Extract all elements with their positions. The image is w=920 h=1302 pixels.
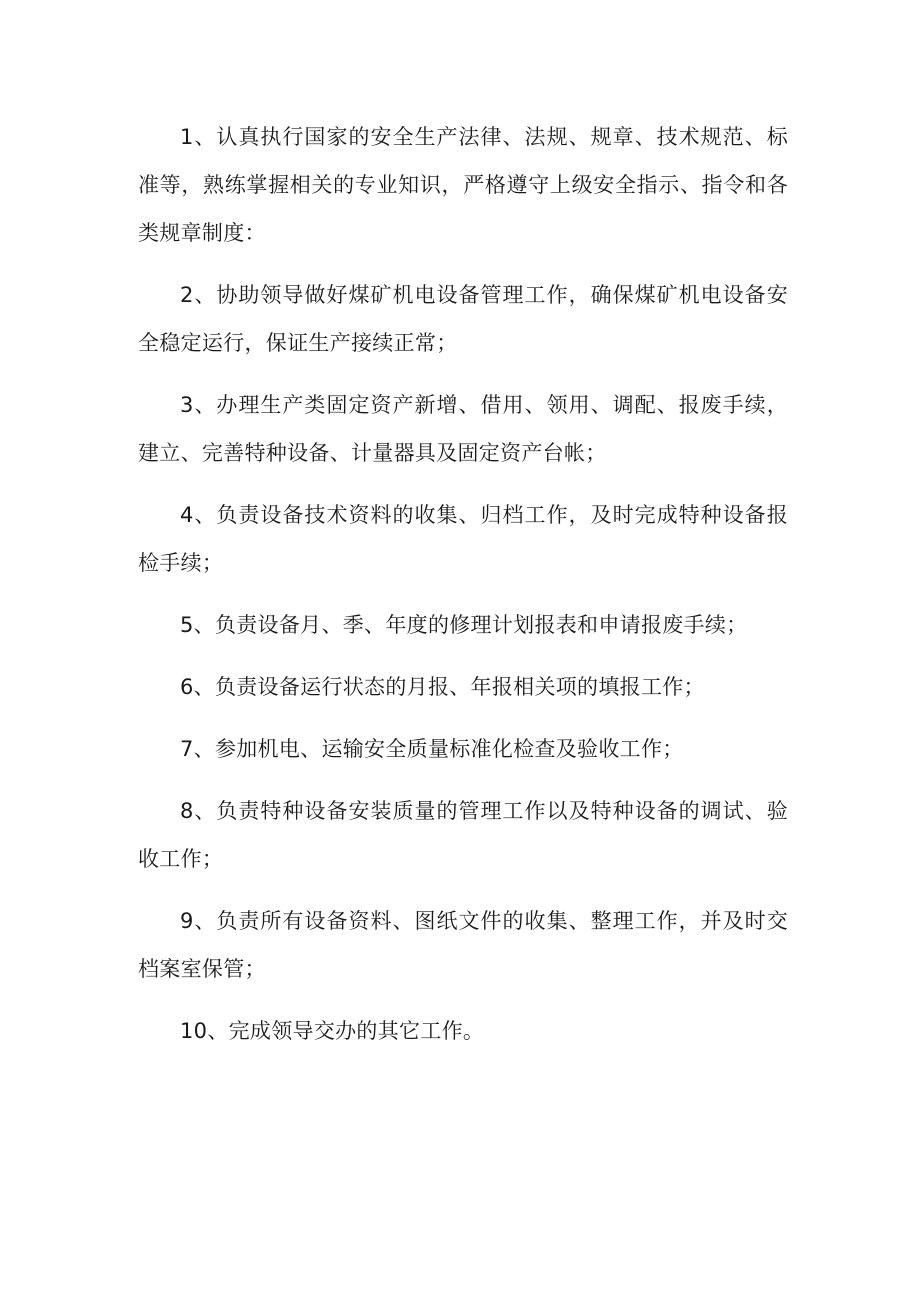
duty-item-9: 9、负责所有设备资料、图纸文件的收集、整理工作，并及时交档案室保管；	[138, 909, 788, 981]
duty-item-2: 2、协助领导做好煤矿机电设备管理工作，确保煤矿机电设备安全稳定运行，保证生产接续正常；	[138, 283, 788, 355]
duty-item-6: 6、负责设备运行状态的月报、年报相关项的填报工作；	[180, 675, 705, 699]
duty-item-10: 10、完成领导交办的其它工作。	[180, 1019, 485, 1043]
duty-item-8: 8、负责特种设备安装质量的管理工作以及特种设备的调试、验收工作；	[138, 799, 788, 871]
duty-item-1: 1、认真执行国家的安全生产法律、法规、规章、技术规范、标准等，熟练掌握相关的专业知识，严格遵守上级安全指示、指令和各类规章制度：	[138, 125, 788, 245]
document-body	[138, 113, 788, 1069]
duty-item-3: 3、办理生产类固定资产新增、借用、领用、调配、报废手续，建立、完善特种设备、计量器具及固定资产台帐；	[138, 393, 788, 465]
duty-item-5: 5、负责设备月、季、年度的修理计划报表和申请报废手续；	[180, 613, 748, 637]
duty-item-4: 4、负责设备技术资料的收集、归档工作，及时完成特种设备报检手续；	[138, 503, 788, 575]
duty-item-7: 7、参加机电、运输安全质量标准化检查及验收工作；	[180, 737, 684, 761]
